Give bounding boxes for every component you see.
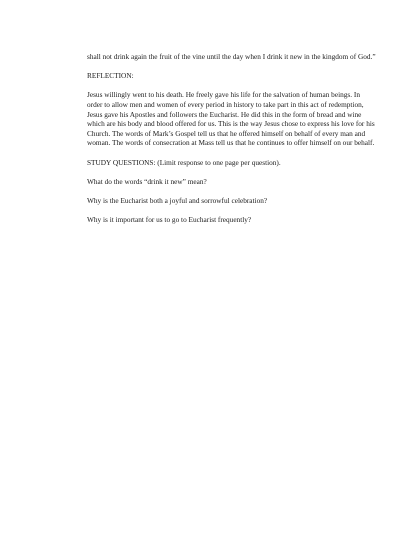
scripture-continuation: shall not drink again the fruit of the vine until the day when I drink it new in the kingdom of God.” [87, 52, 376, 61]
reflection-heading: REFLECTION: [87, 71, 134, 81]
study-questions-heading: STUDY QUESTIONS: (Limit response to one page per question). [87, 157, 281, 167]
study-question-2: Why is the Eucharist both a joyful and sorrowful celebration? [87, 195, 268, 205]
reflection-paragraph: Jesus willingly went to his death. He freely gave his life for the salvation of human beings. In order to allow men and women of every period in history to take part in this act of redemption, Jesus gave his Apostles and followers the Eucharist. He did this in the form of bread and wine which are his body and blood offered for us. This is the way Jesus chose to express his love for his Church. The words of Mark’s Gospel tell us that he offered himself on behalf of every man and woman. The words of consecration at Mass tell us that he continues to offer himself on our behalf. [87, 90, 375, 148]
document-body [87, 52, 377, 234]
study-question-3: Why is it important for us to go to Eucharist frequently? [87, 215, 252, 225]
study-question-1: What do the words “drink it new” mean? [87, 176, 207, 186]
